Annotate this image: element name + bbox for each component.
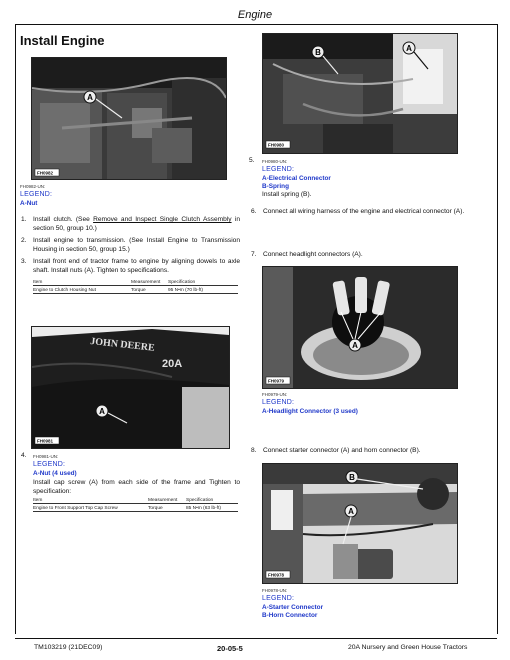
figure-id: FH0981-UN: (33, 454, 59, 459)
figure-fh0981 (31, 326, 230, 449)
spec-table-1: Item Measurement Specification Engine to Clutch Housing Nut Torque 95 N•m (70 lb-ft) (33, 278, 238, 294)
svg-text:FH0979: FH0979 (268, 378, 285, 384)
footer-doc-id: TM103219 (21DEC09) (34, 644, 103, 651)
callout-a: A (348, 507, 354, 516)
legend-item: A-Electrical Connector (262, 175, 331, 182)
step-3: 3. Install front end of tractor frame to engine by aligning dowels to axle shaft. Install nuts (A). Tighten to specifications. (21, 258, 240, 274)
legend-heading: LEGEND: (262, 399, 295, 406)
svg-text:FH0980: FH0980 (268, 142, 285, 148)
svg-text:FH0981: FH0981 (37, 438, 54, 444)
figure-id: FH0978-UN: (262, 588, 288, 593)
decal-model: 20A (162, 358, 183, 370)
legend-heading: LEGEND: (33, 461, 66, 468)
legend-item: B-Horn Connector (262, 612, 318, 619)
footer-page-number: 20-05-5 (217, 644, 243, 653)
legend-heading: LEGEND: (262, 166, 295, 173)
svg-text:FH0978: FH0978 (268, 572, 285, 578)
legend-item: A-Nut (20, 200, 38, 207)
legend-item: A-Nut (4 used) (33, 470, 77, 477)
callout-a: A (99, 407, 105, 416)
callout-a: A (87, 93, 93, 102)
step-8: 8. Connect starter connector (A) and horn connector (B). (251, 447, 421, 454)
callout-a: A (406, 44, 412, 53)
figure-id: FH0979-UN: (262, 392, 288, 397)
link-remove-inspect-clutch[interactable]: Remove and Inspect Single Clutch Assembly (93, 216, 232, 223)
figure-fh0982 (31, 57, 227, 180)
step-2: 2. Install engine to transmission. (See Install Engine to Transmission Housing in section 50, group 15.) (21, 237, 240, 253)
callout-b: B (315, 48, 321, 57)
figure-fh0978 (262, 463, 458, 584)
section-title: Install Engine (20, 33, 105, 48)
figure-fh0980 (262, 33, 458, 154)
step-6: 6. Connect all wiring harness of the engine and electrical connector (A). (251, 208, 465, 215)
step-7: 7. Connect headlight connectors (A). (251, 251, 363, 258)
legend-item: A-Starter Connector (262, 604, 324, 611)
legend-item: A-Headlight Connector (3 used) (262, 408, 358, 415)
step-1: 1. Install clutch. (See Remove and Inspect Single Clutch Assembly in section 50, group 10.) (21, 216, 240, 232)
left-border (15, 24, 16, 634)
svg-text:FH0982: FH0982 (37, 170, 54, 176)
callout-b: B (349, 473, 355, 482)
legend-heading: LEGEND: (20, 191, 53, 198)
decal-brand: JOHN DEERE (89, 336, 156, 354)
spec-table-2: Item Measurement Specification Engine to Front Support Top Cap Screw Torque 85 N•m (63 lb-ft) (33, 496, 238, 512)
step-4: Install cap screw (A) from each side of the frame and Tighten to specification: (33, 479, 240, 495)
footer-rule (15, 638, 497, 639)
figure-id: FH0980-UN: (262, 159, 288, 164)
figure-id: FH0982-UN: (20, 184, 46, 189)
legend-item: B-Spring (262, 183, 289, 190)
right-border (497, 24, 498, 634)
figure-fh0979 (262, 266, 458, 389)
legend-heading: LEGEND: (262, 595, 295, 602)
step-5-number: 5. (249, 157, 255, 164)
page-header-title: Engine (237, 9, 273, 21)
callout-a: A (352, 341, 358, 350)
footer-product: 20A Nursery and Green House Tractors (348, 644, 468, 651)
header-rule (15, 24, 497, 25)
step-5-text: Install spring (B). (262, 191, 312, 198)
step-4-number: 4. (21, 452, 27, 459)
